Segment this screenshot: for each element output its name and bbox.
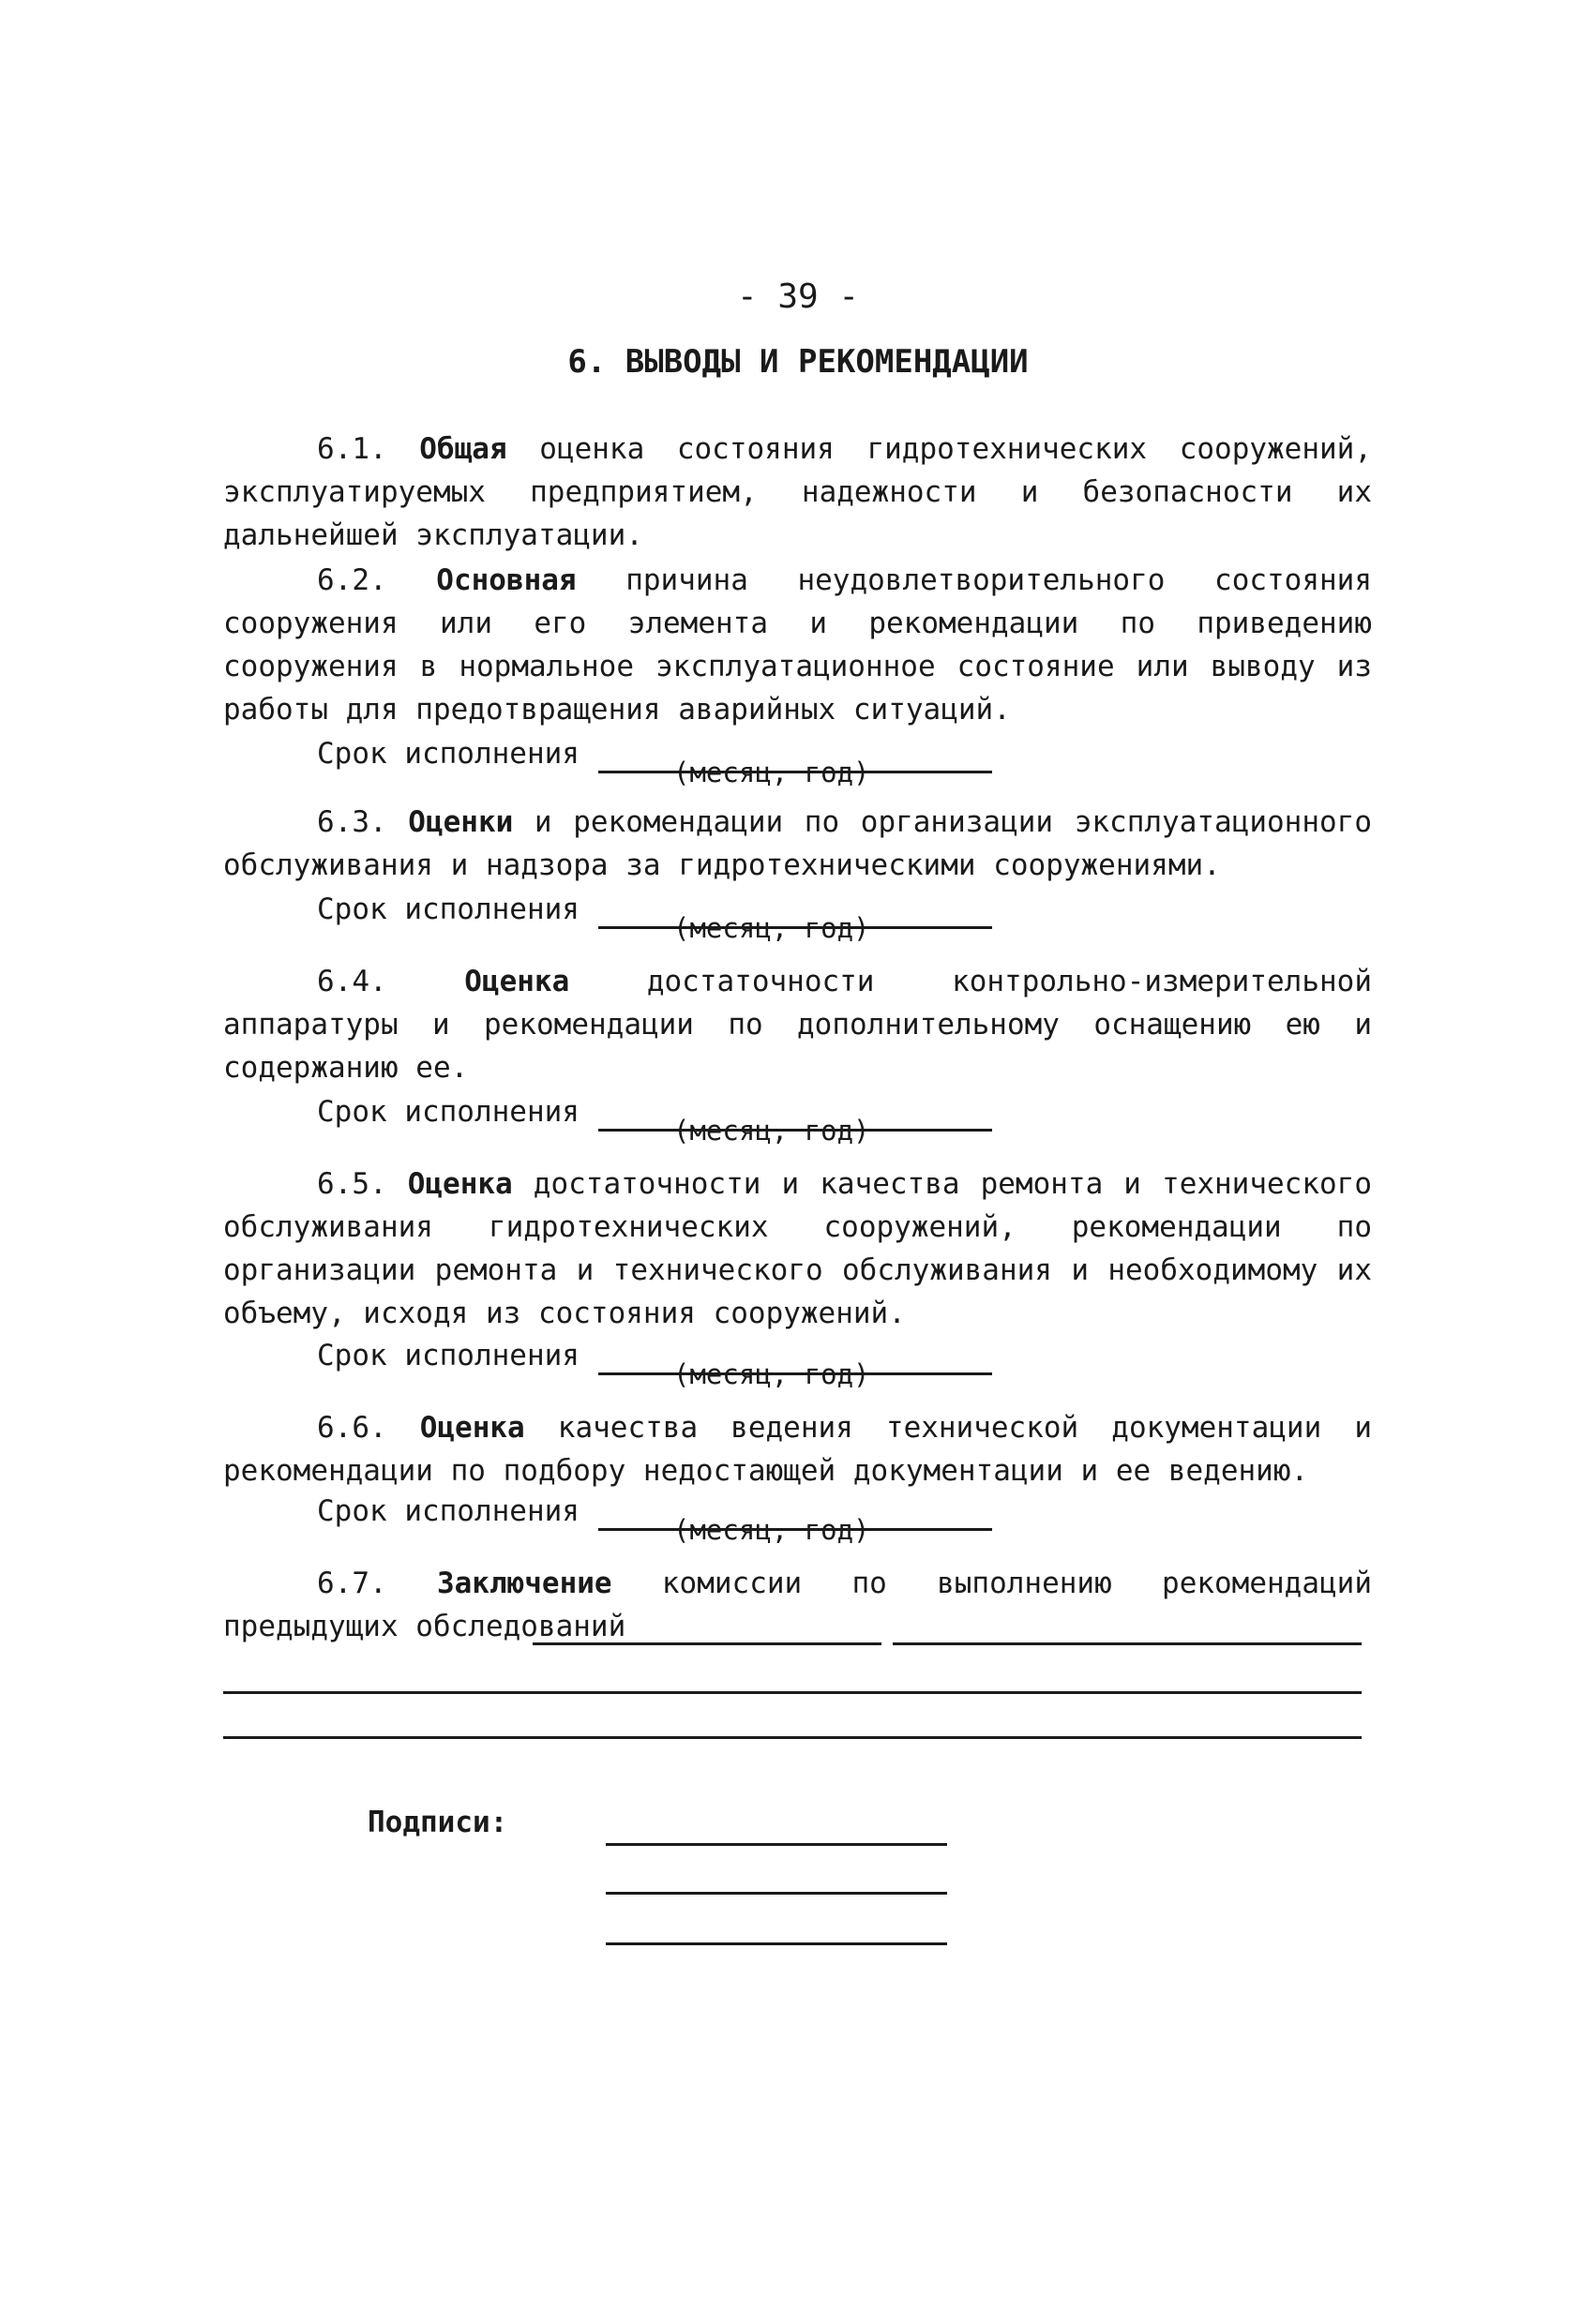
deadline-6-3	[317, 891, 992, 947]
signatures-label: Подписи:	[368, 1806, 508, 1839]
item-lead: Общая	[419, 432, 507, 466]
deadline-hint: (месяц, год)	[673, 1514, 870, 1546]
deadline-hint: (месяц, год)	[673, 757, 870, 788]
item-number: 6.6.	[317, 1411, 387, 1445]
item-number: 6.1.	[317, 432, 387, 466]
item-6-7	[223, 1562, 1372, 1648]
deadline-6-6	[317, 1492, 992, 1549]
deadline-hint: (месяц, год)	[673, 1358, 870, 1390]
deadline-label: Срок исполнения	[317, 1494, 580, 1528]
item-6-1	[223, 427, 1372, 557]
deadline-label: Срок исполнения	[317, 1095, 580, 1129]
item-number: 6.2.	[317, 563, 387, 597]
deadline-label: Срок исполнения	[317, 1339, 580, 1372]
item-text: причина неудовлетворительного состояния сооружения или его элемента и рекомендации по приведению сооружения в нормальное эксплуатационное состояние или выводу из работы для предотвращения аварийных ситуаций.	[223, 563, 1372, 727]
signature-line	[606, 1843, 947, 1846]
item-6-6	[223, 1406, 1372, 1492]
item-6-5	[223, 1162, 1372, 1335]
item-text: достаточности и качества ремонта и технического обслуживания гидротехнических сооружений, рекомендации по организации ремонта и технического обслуживания и необходимому их объему, исходя из состояния сооружений.	[223, 1167, 1372, 1330]
fill-in-line	[223, 1691, 1362, 1694]
deadline-6-2	[317, 735, 992, 791]
item-lead: Оценка	[407, 1167, 513, 1201]
item-6-4	[223, 960, 1372, 1089]
page-number: - 39 -	[736, 277, 860, 316]
item-lead: Заключение	[436, 1567, 612, 1600]
fill-in-line	[223, 1736, 1362, 1739]
item-lead: Основная	[436, 563, 577, 597]
item-number: 6.5.	[317, 1167, 387, 1201]
deadline-label: Срок исполнения	[317, 737, 580, 771]
item-number: 6.7.	[317, 1567, 387, 1600]
deadline-6-5	[317, 1337, 992, 1393]
item-lead: Оценка	[419, 1411, 525, 1445]
item-6-3	[223, 801, 1372, 887]
section-title: 6. ВЫВОДЫ И РЕКОМЕНДАЦИИ	[567, 343, 1029, 381]
fill-in-line	[893, 1642, 1362, 1645]
signature-line	[606, 1892, 947, 1895]
fill-in-line	[533, 1642, 881, 1645]
deadline-label: Срок исполнения	[317, 892, 580, 926]
deadline-6-4	[317, 1093, 992, 1149]
item-text: достаточности контрольно-измерительной аппаратуры и рекомендации по дополнительному оснащению ею и содержанию ее.	[223, 965, 1372, 1085]
deadline-hint: (месяц, год)	[673, 912, 870, 944]
item-lead: Оценка	[464, 965, 570, 998]
item-lead: Оценки	[408, 805, 514, 839]
item-text: качества ведения технической документации и рекомендации по подбору недостающей документации и ее ведению.	[223, 1411, 1372, 1488]
item-text: комиссии по выполнению рекомендаций предыдущих обследований	[223, 1567, 1372, 1643]
item-number: 6.4.	[317, 965, 387, 998]
item-number: 6.3.	[317, 805, 387, 839]
deadline-hint: (месяц, год)	[673, 1115, 870, 1147]
item-text: оценка состояния гидротехнических сооружений, эксплуатируемых предприятием, надежности и безопасности их дальнейшей эксплуатации.	[223, 432, 1372, 552]
signature-line	[606, 1942, 947, 1945]
item-text: и рекомендации по организации эксплуатационного обслуживания и надзора за гидротехническими сооружениями.	[223, 805, 1372, 882]
item-6-2	[223, 559, 1372, 731]
